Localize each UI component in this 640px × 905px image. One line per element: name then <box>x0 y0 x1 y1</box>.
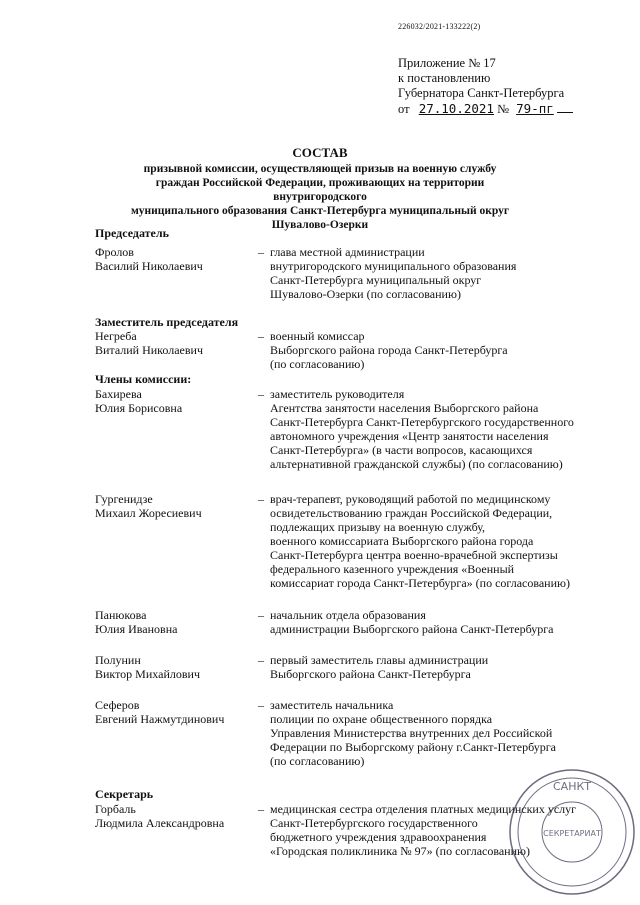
svg-text:СЕКРЕТАРИАТ: СЕКРЕТАРИАТ <box>543 829 601 838</box>
member-description: первый заместитель главы администрации Выборгского района Санкт-Петербурга <box>270 653 489 681</box>
member-description: военный комиссар Выборгского района города Санкт-Петербурга (по согласованию) <box>270 329 508 371</box>
appendix-line-3: Губернатора Санкт-Петербурга <box>398 86 565 100</box>
dash: – <box>258 492 264 506</box>
appendix-date-line <box>398 101 573 117</box>
subtitle-line: Шувалово-Озерки <box>271 219 369 231</box>
document-number: 226032/2021-133222(2) <box>398 22 481 31</box>
member-name: Панюкова Юлия Ивановна <box>95 608 178 636</box>
appendix-line-2: к постановлению <box>398 71 491 85</box>
dash: – <box>258 245 264 259</box>
subtitle-line: муниципального образования Санкт-Петербурга муниципальный округ <box>130 205 510 217</box>
section-chairman: Председатель <box>95 226 169 240</box>
svg-text:САНКТ: САНКТ <box>552 780 592 793</box>
member-name: Сеферов Евгений Нажмутдинович <box>95 698 225 726</box>
dash: – <box>258 329 264 343</box>
member-name: Фролов Василий Николаевич <box>95 245 203 273</box>
dash: – <box>258 608 264 622</box>
number-sign: № <box>497 102 510 116</box>
appendix-block <box>398 56 573 117</box>
member-description: врач-терапевт, руководящий работой по медицинскому освидетельствованию граждан Российской Федерации, подлежащих призыву на военную службу, военного комиссариата Выборгского района города Санкт-Петербурга центра военно-врачебной экспертизы федерального казенного учреждения «Военный комиссариат города Санкт-Петербурга» (по согласованию) <box>270 492 570 590</box>
member-description: начальник отдела образования администрации Выборгского района Санкт-Петербурга <box>270 608 554 636</box>
member-name: Горбаль Людмила Александровна <box>95 802 225 830</box>
member-description: заместитель начальника полиции по охране общественного порядка Управления Министерства внутренних дел Российской Федерации по Выборгскому району г.Санкт-Петербурга (по согласованию) <box>270 698 556 768</box>
official-stamp <box>500 760 640 900</box>
subtitle-line: граждан Российской Федерации, проживающих на территории внутригородского <box>155 177 485 203</box>
number-value: 79-пг <box>516 101 554 116</box>
member-name: Полунин Виктор Михайлович <box>95 653 200 681</box>
member-description: медицинская сестра отделения платных медицинских услуг Санкт-Петербургского государственного бюджетного учреждения здравоохранения «Городская поликлиника № 97» (по согласованию) <box>270 802 577 858</box>
section-members: Члены комиссии: <box>95 372 192 386</box>
document-title: СОСТАВ <box>292 145 348 160</box>
member-name: Гургенидзе Михаил Жоресиевич <box>95 492 202 520</box>
member-name: Бахирева Юлия Борисовна <box>95 387 183 415</box>
section-deputy: Заместитель председателя <box>95 315 239 329</box>
member-name: Негреба Виталий Николаевич <box>95 329 203 357</box>
dash: – <box>258 653 264 667</box>
subtitle-line: призывной комиссии, осуществляющей призыв на военную службу <box>143 163 497 175</box>
member-description: глава местной администрации внутригородского муниципального образования Санкт-Петербурга муниципальный округ Шувалово-Озерки (по согласованию) <box>270 245 517 301</box>
date-prefix: от <box>398 102 410 116</box>
section-secretary: Секретарь <box>95 787 154 801</box>
dash: – <box>258 387 264 401</box>
dash: – <box>258 698 264 712</box>
appendix-line-1: Приложение № 17 <box>398 56 496 70</box>
member-description: заместитель руководителя Агентства занятости населения Выборгского района Санкт-Петербурга Санкт-Петербургского государственного автономного учреждения «Центр занятости населения Санкт-Петербурга» (в части вопросов, касающихся альтернативной гражданской службы) (по согласованию) <box>270 387 574 471</box>
document-subtitle <box>120 162 520 232</box>
dash: – <box>258 802 264 816</box>
date-value: 27.10.2021 <box>418 101 494 116</box>
